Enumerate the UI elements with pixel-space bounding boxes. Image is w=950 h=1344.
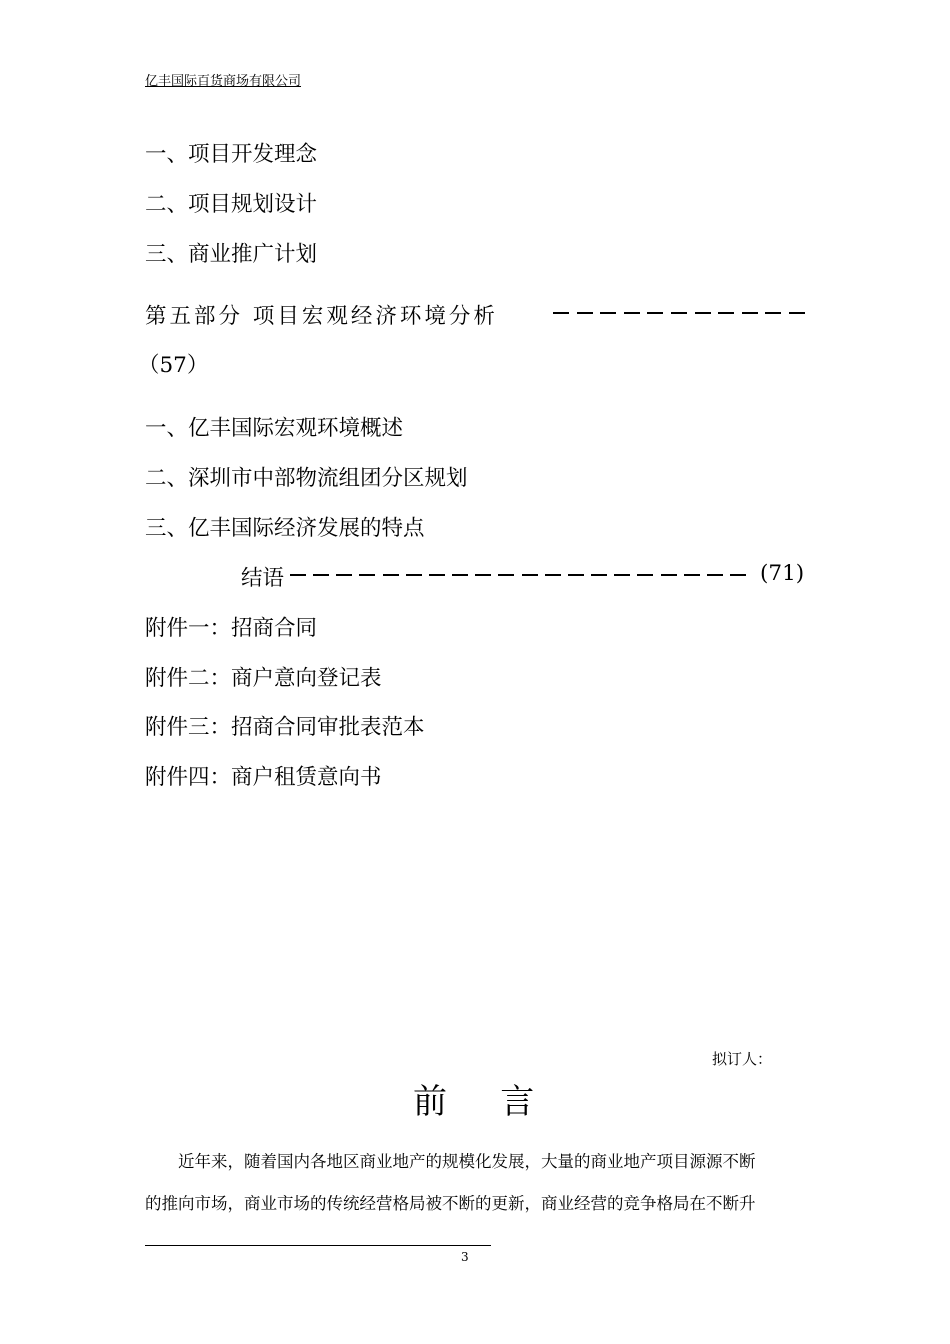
- toc-appendix: 附件四：商户租赁意向书: [145, 765, 382, 790]
- toc-appendix: 附件一：招商合同: [145, 616, 318, 641]
- toc-item: 三、亿丰国际经济发展的特点: [145, 516, 425, 541]
- toc-appendix: 附件二：商户意向登记表: [145, 666, 382, 691]
- preface-line: 的推向市场，商业市场的传统经营格局被不断的更新，商业经营的竞争格局在不断升: [145, 1194, 756, 1213]
- toc-leader-dashes: [553, 298, 805, 328]
- toc-leader-dashes: [290, 560, 746, 590]
- footer-page-number: 3: [461, 1250, 469, 1264]
- toc-part5-title: 第五部分 项目宏观经济环境分析: [145, 304, 498, 329]
- toc-item: 一、项目开发理念: [145, 142, 318, 167]
- toc-conclusion-title: 结语: [241, 566, 285, 591]
- toc-item: 二、项目规划设计: [145, 192, 318, 217]
- toc-conclusion-page: (71): [760, 561, 805, 586]
- preface-title: 前 言: [413, 1082, 537, 1122]
- page-header-company: 亿丰国际百货商场有限公司: [145, 74, 302, 89]
- toc-appendix: 附件三：招商合同审批表范本: [145, 715, 425, 740]
- footer-rule: [145, 1245, 491, 1246]
- preface-line: 近年来，随着国内各地区商业地产的规模化发展，大量的商业地产项目源源不断: [178, 1152, 756, 1171]
- drafter-label: 拟订人：: [712, 1050, 773, 1068]
- toc-item: 三、商业推广计划: [145, 242, 318, 267]
- toc-item: 一、亿丰国际宏观环境概述: [145, 416, 404, 441]
- toc-part5-page: （57）: [138, 353, 209, 378]
- toc-item: 二、深圳市中部物流组团分区规划: [145, 466, 468, 491]
